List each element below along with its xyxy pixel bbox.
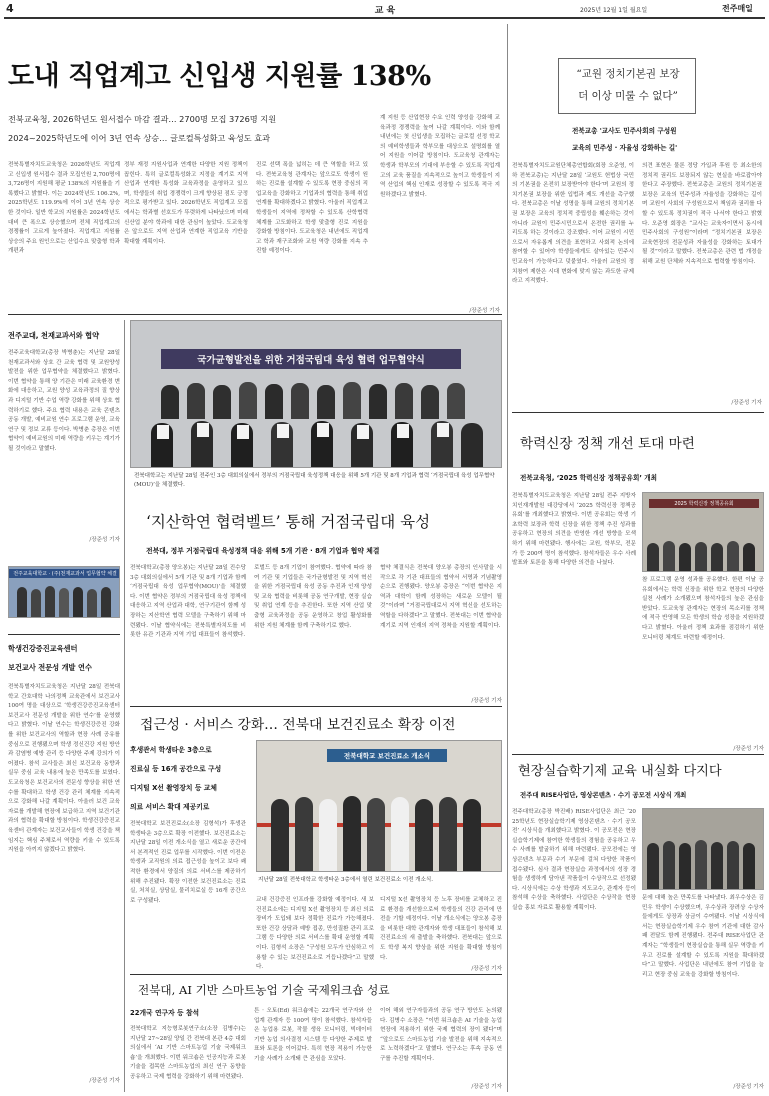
opinion-quote-line-2: 더 이상 미룰 수 없다” xyxy=(578,90,678,102)
paper-name: 전주매일 xyxy=(722,4,753,13)
left-mid-rule xyxy=(8,634,120,635)
lead-subheadline-2: 2024~2025학년도에 이어 3년 연속 상승… 글로컬특성화고 육성도 효과 xyxy=(8,133,271,143)
people-silhouettes xyxy=(13,583,117,617)
mou-photo xyxy=(130,320,502,468)
ai-column-3: 이어 해외 연구자들과의 공동 연구 방안도 논의됐다. 김병수 소장은 “이번 워크숍은 AI 기술을 농업 현장에 적용하기 위한 국제 협력의 장이 됐다”며 “앞으로도 스마트농업 기술 발전을 위해 지속적으로 노력하겠다”고 말했다. 연구소는 후속 공동 연구를 추진할 계획이다. xyxy=(380,1008,502,1062)
left-story-2-title-2: 보건교사 전문성 개발 연수 xyxy=(8,663,92,672)
lead-bottom-rule xyxy=(8,314,502,315)
jisan-column-2: 로벌드 등 8개 기업이 참여했다. 협약에 따라 참여 기관 및 기업들은 국가균형발전 및 지역 혁신을 위한 거점국립대 육성 공동 추진과 인재 양성 및 교육 협력을 비롯해 공동 연구개발, 현장 실습 및 취업 연계 등을 추진한다. 또한 지역 산업 맞춤형 교육과정을 공동 운영하고 창업 활성화를 위한 지원 체계를 함께 구축하기로 했다. xyxy=(254,565,372,629)
health-sub-3: 디지털 X선 촬영장치 등 교체 xyxy=(130,784,217,792)
field-photo xyxy=(642,808,764,890)
ai-headline: 전북대, AI 기반 스마트농업 기술 국제워크숍 성료 xyxy=(138,983,390,997)
mou-photo-banner: 국가균형발전을 위한 거점국립대 육성 협력 업무협약식 xyxy=(161,349,461,369)
opinion-column-1: 전북특별자치도교원단체총연합회(회장 오준영, 이하 전북교총)는 지난달 28일 ‘교원도 헌법상 국민의 기본권을 온전히 보장받아야 한다’며 교원의 정치기본권 보장을 위한 입법과 제도 개선을 촉구했다. 전북교총은 이날 성명을 통해 교원의 정치기본권 보장은 교육의 정치적 중립성을 훼손하는 것이 아니라 교원이 민주시민으로서 온전한 권리를 누리도록 하는 것이라고 강조했다. 이어 교원이 시민으로서 자유롭게 의견을 표현하고 사회적 논의에 참여할 수 있어야 학생들에게도 살아있는 민주시민교육이 가능하다고 덧붙였다. 아울러 교원의 정치참여 제한은 시대 변화에 맞지 않는 과도한 규제라고 지적했다. xyxy=(512,163,634,285)
opinion-bottom-rule xyxy=(512,412,764,413)
cooperation-author: /장준성 기자 xyxy=(733,746,764,752)
left-story-2-body: 전북특별자치도교육청은 지난달 28일 전북대학교 간호대학 나의정책 교육관에서 보건교사 100여 명을 대상으로 ‘학생건강증진교육센터 보건교사 전문성 개발을 위한 연수’를 운영했다고 밝혔다. 이날 연수는 학생건강증진 강화를 위한 보건교사의 역할과 현장 사례 공유를 중심으로 진행됐으며 학생 정신건강 지원 방안과 감염병 예방 관리 등 다양한 주제 강의가 이어졌다. 참석 교사들은 최신 보건교육 동향과 실무 중심 교육 내용에 높은 만족도를 보였다. 도교육청은 보건교사의 전문성 향상을 위한 연수를 확대하고 학생 건강 관리 체계를 지속적으로 강화해 나갈 계획이다. 아울러 보건 교육 자료를 개발해 현장에 보급하고 지역 보건기관과의 협력을 확대할 방침이다. 학생건강증진교육센터 관계자는 보건교사들이 학생 건강을 책임지는 핵심 주체로서 역량을 키울 수 있도록 지원을 아끼지 않겠다고 밝혔다. xyxy=(8,684,120,854)
award-people xyxy=(645,829,763,890)
jisan-bottom-rule xyxy=(130,706,502,707)
lead-headline: 도내 직업계고 신입생 지원률 138% xyxy=(8,61,431,92)
health-sub-4: 의료 서비스 확대 제공키로 xyxy=(130,803,210,811)
health-headline: 접근성 · 서비스 강화… 전북대 보건진료소 확장 이전 xyxy=(140,717,456,733)
cooperation-column-3: 참 프로그램 운영 성과를 공유했다. 한편 이날 공유회에서는 학력 신장을 위한 학교 현장의 다양한 실천 사례가 소개됐으며 참석자들의 높은 관심을 받았다. 도교육청 관계자는 현장의 목소리를 정책에 적극 반영해 모든 학생의 학습 성장을 지원하겠다고 밝혔다. 아울러 정책 효과를 점검하기 위한 모니터링 체계도 마련할 예정이다. xyxy=(642,577,764,641)
clinic-photo xyxy=(256,740,502,872)
lead-column-3: 진로 선택 폭을 넓히는 데 큰 역할을 하고 있다. 전북교육청 관계자는 앞으로도 학생이 원하는 진로를 설계할 수 있도록 현장 중심의 직업교육을 강화하고 기업과의 협력을 통해 취업 연계를 확대하겠다고 밝혔다. 아울러 직업계고 학생들이 지역에 정착할 수 있도록 산학협력 체계를 고도화하고 학생 맞춤형 진로 지원을 강화할 방침이다. 도교육청은 내년에도 직업계고 학과 재구조화와 교원 역량 강화를 지속 추진할 예정이다. xyxy=(256,162,368,255)
ai-column-1: 전북대학교 지능형로봇연구소(소장 김병수)는 지난달 27~28일 양일 간 전북대 본관 4층 대회의실에서 ‘AI 기반 스마트농업 기술 국제워크숍’을 개최했다. 이번 워크숍은 인공지능과 로봇 기술을 접목한 스마트농업의 최신 연구 동향을 공유하고 국제 협력을 강화하기 위해 마련됐다. xyxy=(130,1026,246,1080)
lead-column-4: 계 지원 등 산업현장 수요 인력 양성을 강화해 교육과정 경쟁력을 높여 나갈 계획이다. 이와 함께 내년에는 첫 신입생을 모집하는 글로컬 선정 학교의 예비학생들과 학부모를 대상으로 설명회를 열어 지원을 이어갈 방침이다. 도교육청 관계자는 학생과 학부모의 기대에 부응할 수 있도록 직업계고의 교육 품질을 지속적으로 높이고 학생들이 지역 산업의 핵심 인재로 성장할 수 있도록 적극 지원하겠다고 밝혔다. xyxy=(380,115,500,198)
mou-photo-caption: 전북대학교는 지난달 28일 전주인 3층 대회의실에서 정부의 거점국립대 육성정책 대응을 위해 5개 기관 및 8개 기업과 협력 ‘거점국립대 육성 업무협약(MOU)’을 체결했다. xyxy=(134,473,495,488)
lead-column-1: 전북특별자치도교육청은 2026학년도 직업계고 신입생 원서접수 결과 모집인원 2,700명에 3,726명이 지원해 평균 138%의 지원률을 기록했다고 밝혔다. 이는 2024학년도 106.2%, 2025학년도 119.9%에 이어 3년 연속 상승한 것이다. 일반 학교의 지원률은 2024학년도 대비 큰 폭으로 상승했으며 전체 직업계고의 경쟁률이 고르게 높아졌다. 직업계고 지원률 상승의 주요 원인으로는 산업수요 맞춤형 학과 개편과 xyxy=(8,162,120,255)
health-sub-1: 후생관서 학생타운 3층으로 xyxy=(130,746,212,754)
field-column-2: 문에 대해 높은 만족도를 나타냈다. 최우수상은 김민우 학생이 수상했으며, 우수상과 장려상 수상자들에게도 상장과 상금이 수여됐다. 이날 시상식에서는 현장실습학기제 우수 참여 기관에 대한 감사패 전달도 함께 진행됐다. 전주대 RISE사업단 관계자는 “학생들이 현장실습을 통해 실무 역량을 키우고 진로를 설계할 수 있도록 지원을 확대하겠다”고 말했다. 사업단은 내년에도 참여 기업을 늘리고 현장 중심 교육을 강화할 방침이다. xyxy=(642,895,764,978)
section-label: 교 육 xyxy=(374,6,396,16)
column-divider-left xyxy=(124,320,125,1092)
ai-author: /장준성 기자 xyxy=(471,1084,502,1090)
lead-subheadline-1: 전북교육청, 2026학년도 원서접수 마감 결과… 2700명 모집 3726명 지원 xyxy=(8,114,277,124)
cooperation-headline: 학력신장 정책 개선 토대 마련 xyxy=(520,436,695,452)
left-story-1-body: 전주교육대학교(총장 박병춘)는 지난달 28일 천재교과서와 상호 간 교육 협력 및 교원양성 발전을 위한 업무협약을 체결했다고 밝혔다. 이번 협약을 통해 양 기관은 미래 교육환경 변화에 대응하고, 교원 양성 교육과정의 질 향상과 디지털 기반 수업 역량 강화를 위해 상호 협력하기로 했다. 주요 협력 내용은 교육 콘텐츠 공동 개발, 예비교원 연수 프로그램 운영, 교육 연구 및 정보 교류 등이다. 박병춘 총장은 이번 협약이 예비교원의 미래 역량을 키우는 계기가 될 것이라고 말했다. xyxy=(8,350,120,452)
lead-column-2: 정부 재정 지원사업과 연계한 다양한 지원 정책이 꼽힌다. 특히 글로컬특성화고 지정을 계기로 지역 산업과 연계한 특성화 교육과정을 운영하고 있으며, 학생들의 취업 경쟁력이 크게 향상된 점도 긍정적으로 평가받고 있다. 2026학년도 직업계고 모집에서는 학과별 선호도가 뚜렷하게 나타났으며 미래 신산업 분야 학과에 대한 관심이 높았다. 도교육청은 앞으로도 지역 산업과 연계한 직업교육 기반을 확대할 계획이다. xyxy=(124,162,248,245)
left-story-1-title: 전주교대, 천재교과서와 협약 xyxy=(8,331,100,340)
left-photo-mou xyxy=(8,566,120,618)
page-number: 4 xyxy=(6,2,14,15)
opinion-column-2: 의견 표현은 물론 정당 가입과 후원 등 최소한의 정치적 권리도 보장되지 않는 현실을 바로잡아야 한다고 주장했다. 전북교총은 교원의 정치기본권 보장은 교육의 민주성과 자율성을 강화하는 길이며 교원이 사회의 구성원으로서 책임과 권리를 다할 수 있도록 정치권이 적극 나서야 한다고 밝혔다. 오준영 회장은 “교사는 교육자이면서 동시에 민주사회의 구성원”이라며 “정치기본권 보장은 교육현장의 전문성과 자율성을 강화하는 토대가 될 것”이라고 말했다. 전북교총은 관련 법 개정을 위해 교원 단체와 지속적으로 협력할 방침이다. xyxy=(642,163,762,265)
left-story-2-title-1: 학생건강증진교육센터 xyxy=(8,644,78,653)
clinic-photo-banner: 전북대학교 보건진료소 개소식 xyxy=(327,749,447,762)
jisan-column-3: 협약 체결식은 전북대 양오봉 총장의 인사말을 시작으로 각 기관 대표들의 협약서 서명과 기념촬영 순으로 진행됐다. 양오봉 총장은 “이번 협약은 지역과 대학이 함께 성장하는 새로운 모델이 될 것”이라며 “거점국립대로서 지역 혁신을 선도하는 역할을 다하겠다”고 말했다. 전북대는 이번 협약을 계기로 지역 인재의 지역 정착을 지원할 계획이다. xyxy=(380,565,502,629)
left-photo-banner: 전주교육대학교 · (주)천재교과서 업무협약 체결 xyxy=(9,569,120,578)
health-bottom-rule xyxy=(130,974,502,975)
jisan-headline: ‘지산학연 협력벨트’ 통해 거점국립대 육성 xyxy=(146,513,431,531)
left-story-2-author: /장준성 기자 xyxy=(89,1078,120,1084)
left-story-1-author: /장준성 기자 xyxy=(89,537,120,543)
ai-subheadline: 22개국 연구자 등 참석 xyxy=(130,1009,200,1017)
health-sub-2: 진료실 등 16개 공간으로 구성 xyxy=(130,765,222,773)
cooperation-bottom-rule xyxy=(512,754,764,755)
field-subheadline: 전주대 RISE사업단, 영상콘텐츠 · 수기 공모전 시상식 개최 xyxy=(520,791,687,799)
opinion-subheadline-1: 전북교총 '교사도 민주사회의 구성원 xyxy=(572,127,677,135)
cooperation-column-1: 전북특별자치도교육청은 지난달 28일 전주 지방자치인재개발원 대강당에서 ‘2025 학력신장 정책공유회’를 개최했다고 밝혔다. 이번 공유회는 학생 기초학력 보장과 학력 신장을 위한 정책 추진 성과를 공유하고 현장의 의견을 반영한 개선 방향을 모색하기 위해 마련됐다. 행사에는 교원, 학부모, 전문가 등 200여 명이 참석했다. 참석자들은 우수 사례 발표와 토론을 통해 다양한 의견을 나눴다. xyxy=(512,493,636,567)
lead-author: /장준성 기자 xyxy=(469,308,500,314)
opinion-quote-line-1: “교원 정치기본권 보장 xyxy=(576,68,680,80)
jisan-author: /장준성 기자 xyxy=(471,698,502,704)
jisan-column-1: 전북대학교(총장 양오봉)는 지난달 28일 진수당 3층 대회의실에서 5개 기관 및 8개 기업과 함께 ‘거점국립대 육성 업무협약(MOU)’을 체결했다. 이번 협약은 정부의 거점국립대 육성 정책에 대응하고 지역 산업과 대학, 연구기관이 함께 성장하는 지산학연 협력 모델을 구축하기 위해 마련됐다. 이날 협약식에는 전북특별자치도를 비롯한 유관 기관과 지역 기업 대표들이 참석했다. xyxy=(130,565,246,639)
ai-column-2: 튼 · 오토(Ed) 워크숍에는 22개국 연구자와 산업계 관계자 등 100여 명이 참석했다. 참석자들은 농업용 로봇, 작물 생육 모니터링, 빅데이터 기반 농업 의사결정 시스템 등 다양한 주제로 발표와 토론을 이어갔다. 특히 현장 적용이 가능한 기술 사례가 소개돼 큰 관심을 모았다. xyxy=(254,1008,372,1062)
health-author: /장준성 기자 xyxy=(471,966,502,972)
opinion-author: /장준성 기자 xyxy=(731,400,762,406)
health-column-3: 디지털 X선 촬영장치 등 노후 장비를 교체하고 진료 환경을 개선함으로써 학생들의 건강 관리에 만전을 기할 예정이다. 이날 개소식에는 양오봉 총장을 비롯한 대학 관계자와 학생 대표들이 참석해 보건진료소의 새 출발을 축하했다. 전북대는 앞으로도 학생 복지 향상을 위한 지원을 확대할 방침이다. xyxy=(380,897,502,961)
opinion-subheadline-2: 교육의 민주성 · 자율성 강화하는 길' xyxy=(572,144,678,152)
clinic-photo-caption: 지난달 28일 전북대학교 학생타운 3층에서 열린 보건진료소 이전 개소식. xyxy=(258,877,433,883)
field-column-1: 전주대학교(총장 박진배) RISE사업단은 최근 ‘2025학년도 현장실습학기제 영상콘텐츠 · 수기 공모전’ 시상식을 개최했다고 밝혔다. 이 공모전은 현장실습학기제에 참여한 학생들의 경험을 공유하고 우수 사례를 발굴하기 위해 마련됐다. 공모전에는 영상콘텐츠 부문과 수기 부문에 걸쳐 다양한 작품이 접수됐다. 심사 결과 현장실습 과정에서의 성장 경험을 생생하게 담아낸 작품들이 수상작으로 선정됐다. 시상식에는 수상 학생과 지도교수, 관계자 등이 참석해 수상을 축하했다. 사업단은 수상작을 현장실습 홍보 자료로 활용할 계획이다. xyxy=(512,809,636,911)
clinic-photo-people xyxy=(271,787,491,872)
health-column-2: 교내 건강증진 인프라를 강화할 예정이다. 새 보건진료소에는 디지털 X선 촬영장치 등 최신 의료 장비가 도입돼 보다 정확한 진료가 가능해졌다. 또한 건강 상담과 예방 접종, 만성질환 관리 프로그램 등 다양한 의료 서비스를 확대 운영할 계획이다. 김형석 소장은 “구성원 모두가 안심하고 이용할 수 있는 보건진료소로 거듭나겠다”고 말했다. xyxy=(256,897,374,970)
issue-date: 2025년 12월 1일 월요일 xyxy=(580,7,648,14)
mou-photo-front-row xyxy=(151,413,483,468)
column-divider-right xyxy=(507,24,508,1092)
audience xyxy=(643,533,764,572)
header-rule xyxy=(4,17,765,19)
field-author: /장준성 기자 xyxy=(733,1084,764,1090)
health-column-1: 전북대학교 보건진료소(소장 김형석)가 후생관 학생타운 3층으로 확장 이전했다. 보건진료소는 지난달 28일 이전 개소식을 열고 새로운 공간에서 본격적인 진료 업무를 시작했다. 이번 이전은 학생과 교직원의 의료 접근성을 높이고 보다 쾌적한 환경에서 양질의 의료 서비스를 제공하기 위해 추진됐다. 확장 이전한 보건진료소는 진료실, 처치실, 상담실, 물리치료실 등 16개 공간으로 구성됐다. xyxy=(130,821,246,904)
cooperation-subheadline: 전북교육청, ‘2025 학력신장 정책공유회’ 개최 xyxy=(520,474,657,482)
field-headline: 현장실습학기제 교육 내실화 다지다 xyxy=(518,764,722,779)
cooperation-photo xyxy=(642,492,764,572)
page-header xyxy=(0,0,769,18)
cooperation-photo-banner: 2025 학력신장 정책공유회 xyxy=(649,499,759,508)
jisan-subheadline: 전북대, 정부 거점국립대 육성정책 대응 위해 5개 기관 · 8개 기업과 협약 체결 xyxy=(146,547,380,555)
